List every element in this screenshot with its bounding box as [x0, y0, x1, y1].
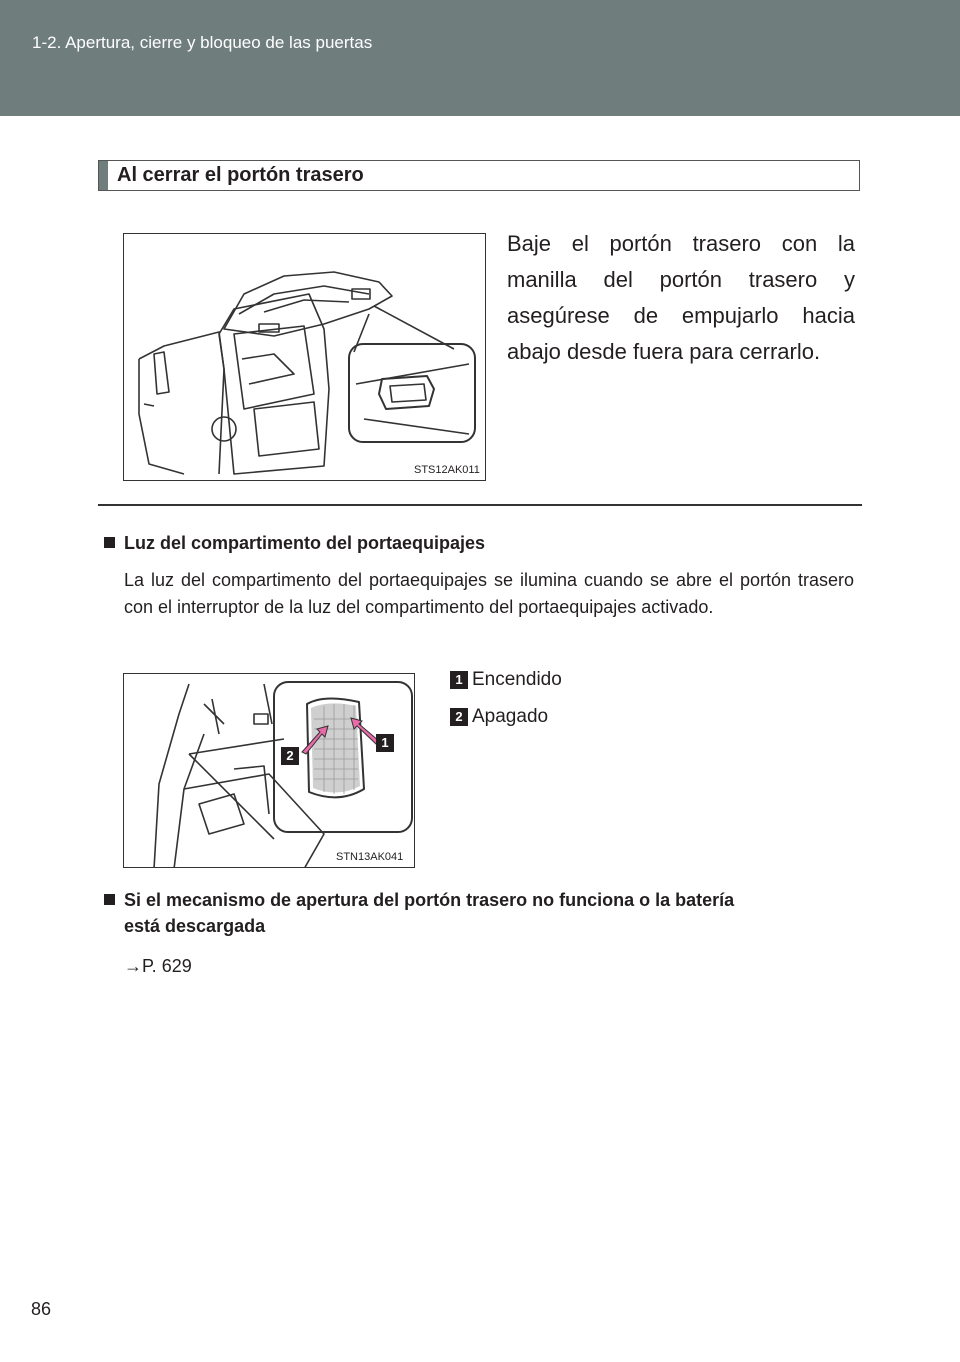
luggage-light-illustration [124, 674, 415, 868]
intro-paragraph: Baje el portón trasero con la manilla del portón trasero y asegúrese de empujarlo hacia abajo desde fuera para cerrarlo. [507, 231, 855, 364]
legend-number: 2 [450, 708, 468, 726]
page-header [0, 0, 960, 116]
callout-number: 2 [281, 747, 299, 765]
callout-1-badge [376, 734, 398, 753]
heading-text: Si el mecanismo de apertura del portón trasero no funciona o la batería [124, 890, 735, 910]
legend-label: Apagado [472, 706, 549, 727]
legend-number: 1 [450, 671, 468, 689]
battery-heading [104, 887, 734, 939]
legend-label: Encendido [472, 669, 562, 690]
page-number: 86 [31, 1299, 52, 1319]
luggage-light-figure [123, 673, 415, 868]
bullet-square-icon [104, 537, 115, 548]
legend-item-on [450, 669, 562, 691]
heading-text-continued: está descargada [124, 916, 266, 936]
luggage-light-heading [104, 530, 485, 556]
bullet-square-icon [104, 894, 115, 905]
chapter-title: 1-2. Apertura, cierre y bloqueo de las puertas [32, 33, 373, 52]
figure-code: STS12AK011 [414, 464, 480, 476]
figure-code: STN13AK041 [336, 851, 404, 863]
legend-item-off [450, 706, 548, 728]
luggage-light-body: La luz del compartimento del portaequipajes se ilumina cuando se abre el portón trasero con el interruptor de la luz del compartimento del portaequipajes activado. [124, 570, 854, 617]
tailgate-figure [123, 233, 486, 481]
section-title: Al cerrar el portón trasero [117, 164, 364, 186]
callout-2-badge [281, 747, 303, 766]
section-title-bar [98, 160, 860, 191]
section-divider [98, 504, 862, 506]
section-accent [99, 161, 108, 190]
callout-number: 1 [376, 734, 394, 752]
page-reference: →P. 629 [124, 956, 192, 976]
tailgate-illustration [124, 234, 486, 481]
heading-text: Luz del compartimento del portaequipajes [124, 533, 486, 553]
